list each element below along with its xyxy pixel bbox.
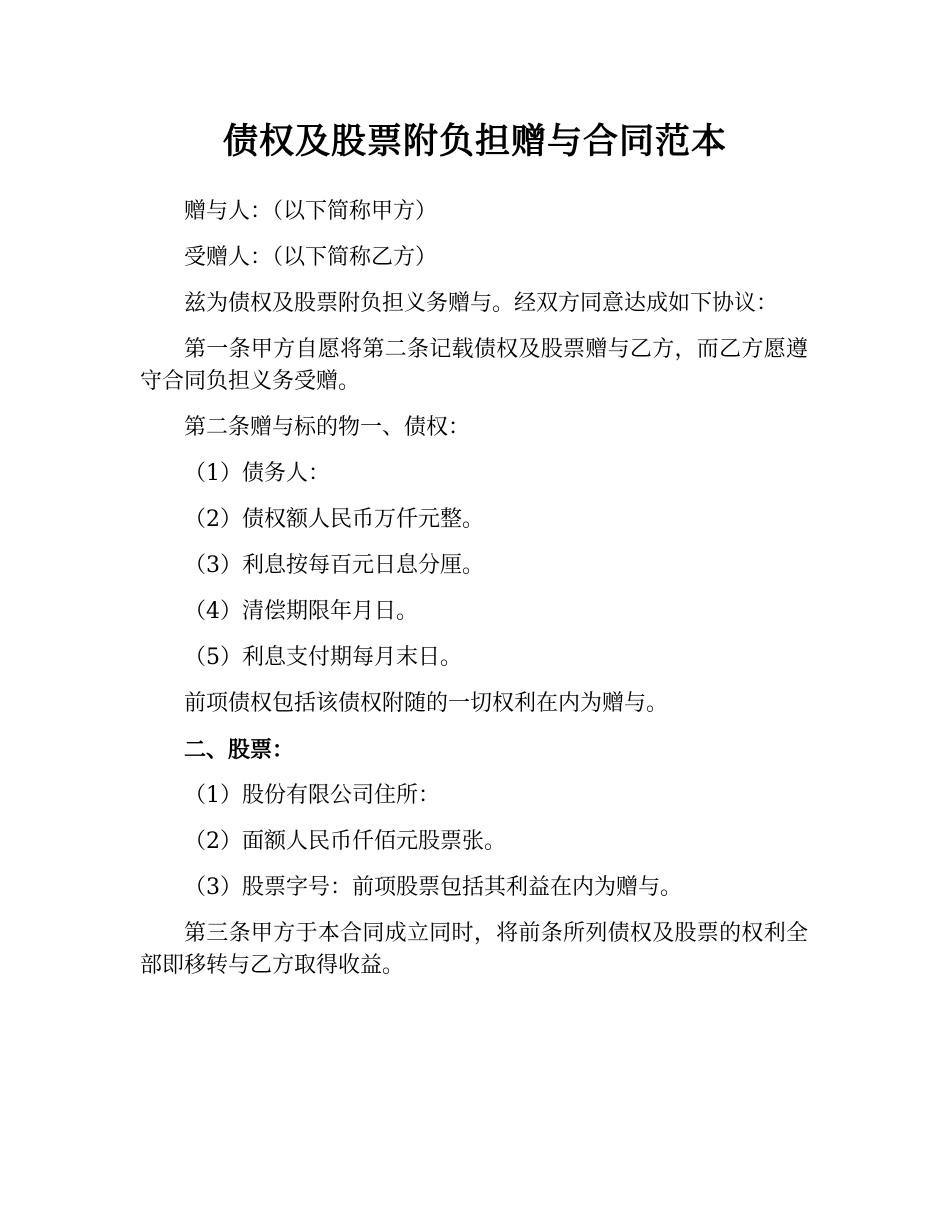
article-3-paragraph: 第三条甲方于本合同成立同时，将前条所列债权及股票的权利全部即移转与乙方取得收益。 xyxy=(140,921,808,978)
document-title: 债权及股票附负担赠与合同范本 xyxy=(222,122,727,162)
document-body xyxy=(140,196,808,996)
claim-item-2: （2）债权额人民币万仟元整。 xyxy=(184,507,484,532)
stock-section-heading: 二、股票： xyxy=(184,737,295,763)
donee-line: 受赠人：（以下简称乙方） xyxy=(184,245,438,270)
preamble-paragraph: 兹为债权及股票附负担义务赠与。经双方同意达成如下协议： xyxy=(184,291,779,316)
claim-item-5: （5）利息支付期每月末日。 xyxy=(184,645,462,670)
stock-item-3: （3）股票字号：前项股票包括其利益在内为赠与。 xyxy=(184,875,682,900)
stock-item-2: （2）面额人民币仟佰元股票张。 xyxy=(184,829,506,854)
claim-item-3: （3）利息按每百元日息分厘。 xyxy=(184,553,484,578)
claim-scope-paragraph: 前项债权包括该债权附随的一切权利在内为赠与。 xyxy=(184,691,669,716)
article-2-heading: 第二条赠与标的物一、债权： xyxy=(184,415,471,440)
claim-item-4: （4）清偿期限年月日。 xyxy=(184,599,418,624)
donor-line: 赠与人：（以下简称甲方） xyxy=(184,199,438,224)
stock-item-1: （1）股份有限公司住所： xyxy=(184,783,440,808)
article-1-paragraph: 第一条甲方自愿将第二条记载债权及股票赠与乙方，而乙方愿遵守合同负担义务受赠。 xyxy=(140,337,808,394)
claim-item-1: （1）债务人： xyxy=(184,461,330,486)
